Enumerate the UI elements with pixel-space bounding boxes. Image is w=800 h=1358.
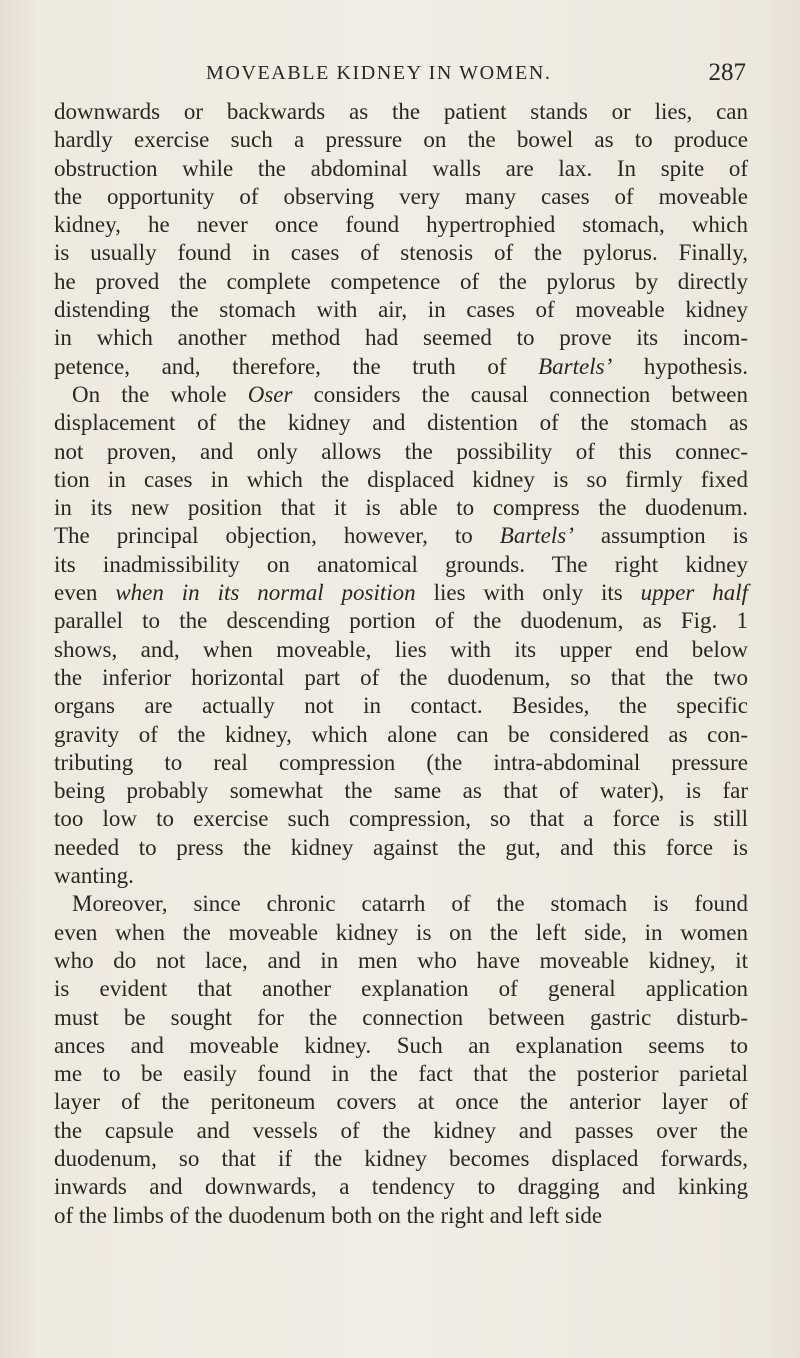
text-line: of the limbs of the duodenum both on the right and left side bbox=[54, 1202, 603, 1228]
text-line: parallel to the descending portion of the duodenum, as Fig. 1 bbox=[54, 608, 748, 634]
text-segment: considers the causal connection between bbox=[292, 381, 748, 407]
text-line: the inferior horizontal part of the duodenum, so that the two bbox=[54, 664, 748, 690]
text-line: organs are actually not in contact. Besides, the specific bbox=[54, 693, 748, 719]
text-line: kidney, he never once found hypertrophied stomach, which bbox=[54, 212, 748, 238]
text-line: too low to exercise such compression, so that a force is still bbox=[54, 806, 748, 832]
running-head: MOVEABLE KIDNEY IN WOMEN. bbox=[206, 62, 552, 84]
text-line: hardly exercise such a pressure on the bowel as to produce bbox=[54, 127, 748, 153]
text-line: is evident that another explanation of general application bbox=[54, 976, 748, 1002]
italic-text: Oser bbox=[247, 381, 293, 407]
text-line: in its new position that it is able to compress the duodenum. bbox=[54, 495, 748, 521]
text-line: tributing to real compression (the intra-abdominal pressure bbox=[54, 749, 748, 775]
text-segment: petence, and, therefore, the truth of bbox=[54, 353, 539, 379]
italic-text: upper half bbox=[640, 580, 748, 606]
text-line: Moreover, since chronic catarrh of the stomach is found bbox=[72, 891, 748, 917]
text-line bbox=[54, 522, 748, 550]
text-line bbox=[54, 579, 748, 607]
text-line: shows, and, when moveable, lies with its upper end below bbox=[54, 636, 748, 662]
text-segment: hypothesis. bbox=[612, 353, 748, 379]
text-line: tion in cases in which the displaced kidney is so firmly fixed bbox=[54, 466, 748, 492]
italic-text: Bartels’ bbox=[538, 353, 613, 379]
text-line: displacement of the kidney and distention of the stomach as bbox=[54, 410, 748, 436]
text-line: even when the moveable kidney is on the left side, in women bbox=[54, 919, 748, 945]
page-header bbox=[206, 58, 746, 88]
text-line: must be sought for the connection between gastric disturb- bbox=[54, 1004, 748, 1030]
text-line: he proved the complete competence of the pylorus by directly bbox=[54, 268, 748, 294]
text-line: me to be easily found in the fact that the posterior parietal bbox=[54, 1061, 748, 1087]
text-segment: assumption is bbox=[573, 523, 749, 549]
text-segment: On the whole bbox=[72, 381, 248, 407]
text-line bbox=[54, 381, 748, 409]
text-line: is usually found in cases of stenosis of the pylorus. Finally, bbox=[54, 240, 748, 266]
text-line: inwards and downwards, a tendency to dragging and kinking bbox=[54, 1174, 748, 1200]
text-line: duodenum, so that if the kidney becomes displaced forwards, bbox=[54, 1145, 748, 1171]
italic-text: when in its normal position bbox=[115, 580, 416, 606]
text-line: layer of the peritoneum covers at once the anterior layer of bbox=[54, 1089, 748, 1115]
text-line: who do not lace, and in men who have moveable kidney, it bbox=[54, 947, 748, 973]
italic-text: Bartels’ bbox=[499, 523, 574, 549]
text-line: wanting. bbox=[54, 863, 134, 889]
text-line: not proven, and only allows the possibility of this connec- bbox=[54, 438, 748, 464]
text-line bbox=[54, 353, 748, 381]
text-line: needed to press the kidney against the gut, and this force is bbox=[54, 834, 748, 860]
text-line: ances and moveable kidney. Such an explanation seems to bbox=[54, 1032, 748, 1058]
text-line: downwards or backwards as the patient stands or lies, can bbox=[54, 99, 748, 124]
page-number: 287 bbox=[708, 59, 746, 86]
text-line: its inadmissibility on anatomical grounds. The right kidney bbox=[54, 551, 748, 577]
text-segment: lies with only its bbox=[415, 580, 641, 606]
text-line: the capsule and vessels of the kidney and passes over the bbox=[54, 1117, 748, 1143]
body-text bbox=[54, 98, 748, 1230]
text-line: obstruction while the abdominal walls are lax. In spite of bbox=[54, 155, 748, 181]
text-line: being probably somewhat the same as that of water), is far bbox=[54, 778, 748, 804]
text-line: gravity of the kidney, which alone can be considered as con- bbox=[54, 721, 748, 747]
text-line: distending the stomach with air, in cases of moveable kidney bbox=[54, 297, 748, 323]
text-segment: even bbox=[54, 580, 116, 606]
text-segment: The principal objection, however, to bbox=[54, 523, 500, 549]
text-line: in which another method had seemed to prove its incom- bbox=[54, 325, 748, 351]
text-line: the opportunity of observing very many cases of moveable bbox=[54, 183, 748, 209]
